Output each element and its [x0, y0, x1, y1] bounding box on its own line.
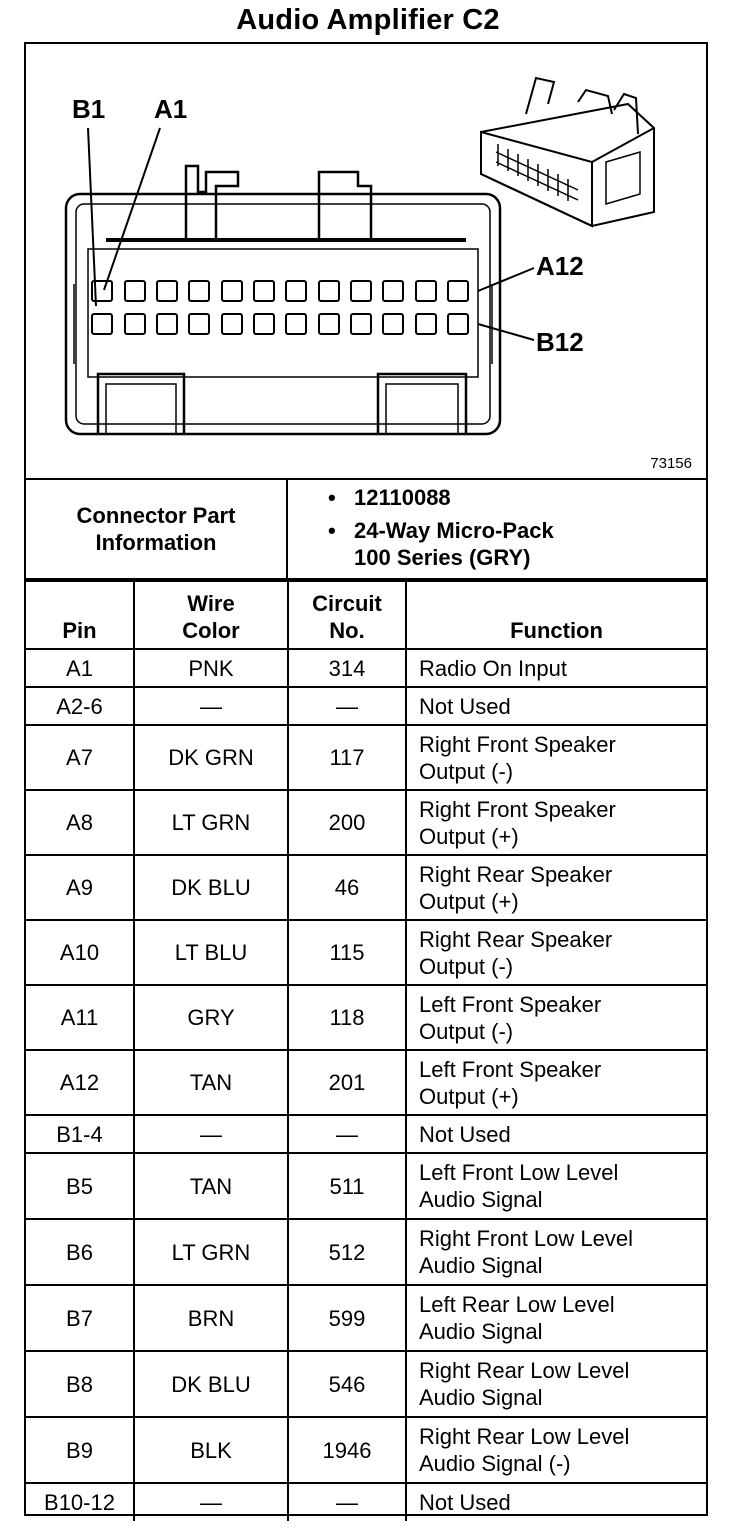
cell-pin: B10-12 — [26, 1483, 134, 1521]
connector-info-label-line2: Information — [95, 530, 217, 555]
cell-circuit: 201 — [288, 1050, 406, 1115]
cell-wire-color: GRY — [134, 985, 288, 1050]
cell-pin: A7 — [26, 725, 134, 790]
pin-label-b1: B1 — [72, 94, 106, 124]
table-row — [26, 1153, 706, 1219]
header-function: Function — [406, 581, 706, 649]
table-row — [26, 1115, 706, 1153]
cell-wire-color: DK BLU — [134, 855, 288, 920]
table-row — [26, 790, 706, 855]
table-row — [26, 649, 706, 687]
cell-function: Right Front Speaker Output (+) — [406, 790, 706, 855]
cell-function: Right Rear Speaker Output (+) — [406, 855, 706, 920]
connector-figure — [26, 44, 706, 480]
connector-info-label-line1: Connector Part — [76, 503, 236, 528]
table-row — [26, 687, 706, 725]
pin-label-a1: A1 — [154, 94, 188, 124]
pinout-table — [26, 580, 706, 1521]
cell-circuit: 512 — [288, 1219, 406, 1285]
cell-pin: B1-4 — [26, 1115, 134, 1153]
cell-wire-color: BLK — [134, 1417, 288, 1483]
cell-pin: A2-6 — [26, 687, 134, 725]
cell-wire-color: LT BLU — [134, 920, 288, 985]
cell-wire-color: DK BLU — [134, 1351, 288, 1417]
cell-function: Not Used — [406, 1483, 706, 1521]
cell-function: Right Rear Low Level Audio Signal (-) — [406, 1417, 706, 1483]
cell-function: Left Front Speaker Output (-) — [406, 985, 706, 1050]
table-row — [26, 1050, 706, 1115]
cell-circuit: 117 — [288, 725, 406, 790]
cell-function: Radio On Input — [406, 649, 706, 687]
table-row — [26, 1483, 706, 1521]
table-row — [26, 920, 706, 985]
cell-pin: A8 — [26, 790, 134, 855]
pin-label-a12: A12 — [536, 251, 584, 281]
table-row — [26, 725, 706, 790]
connector-face-diagram — [26, 44, 706, 480]
cell-circuit: 200 — [288, 790, 406, 855]
cell-circuit: — — [288, 1115, 406, 1153]
table-header-row — [26, 581, 706, 649]
cell-circuit: 118 — [288, 985, 406, 1050]
cell-pin: B8 — [26, 1351, 134, 1417]
cell-circuit: 115 — [288, 920, 406, 985]
table-row — [26, 1351, 706, 1417]
cell-circuit: — — [288, 687, 406, 725]
cell-circuit: 599 — [288, 1285, 406, 1351]
cell-pin: A12 — [26, 1050, 134, 1115]
cell-pin: A9 — [26, 855, 134, 920]
cell-wire-color: — — [134, 1483, 288, 1521]
figure-id: 73156 — [650, 455, 692, 472]
table-row — [26, 1417, 706, 1483]
cell-wire-color: — — [134, 1115, 288, 1153]
connector-part-info — [26, 480, 706, 580]
connector-description-line1: • 24-Way Micro-Pack — [354, 518, 554, 543]
cell-function: Right Front Low Level Audio Signal — [406, 1219, 706, 1285]
cell-circuit: 46 — [288, 855, 406, 920]
header-pin: Pin — [26, 581, 134, 649]
cell-wire-color: BRN — [134, 1285, 288, 1351]
table-row — [26, 1219, 706, 1285]
cell-pin: B7 — [26, 1285, 134, 1351]
cell-function: Right Rear Low Level Audio Signal — [406, 1351, 706, 1417]
cell-function: Left Front Low Level Audio Signal — [406, 1153, 706, 1219]
connector-description-line2: 100 Series (GRY) — [354, 545, 531, 570]
cell-wire-color: — — [134, 687, 288, 725]
cell-pin: A11 — [26, 985, 134, 1050]
connector-isometric-icon — [481, 78, 654, 226]
cell-pin: B9 — [26, 1417, 134, 1483]
table-row — [26, 1285, 706, 1351]
cell-wire-color: PNK — [134, 649, 288, 687]
connector-sheet — [24, 42, 708, 1516]
cell-function: Right Front Speaker Output (-) — [406, 725, 706, 790]
cell-circuit: 1946 — [288, 1417, 406, 1483]
cell-function: Left Front Speaker Output (+) — [406, 1050, 706, 1115]
cell-pin: B5 — [26, 1153, 134, 1219]
cell-pin: B6 — [26, 1219, 134, 1285]
cell-wire-color: DK GRN — [134, 725, 288, 790]
cell-function: Not Used — [406, 1115, 706, 1153]
table-row — [26, 985, 706, 1050]
cell-function: Right Rear Speaker Output (-) — [406, 920, 706, 985]
connector-info-label — [26, 480, 288, 578]
cell-circuit: 511 — [288, 1153, 406, 1219]
cell-wire-color: LT GRN — [134, 790, 288, 855]
cell-pin: A10 — [26, 920, 134, 985]
cell-circuit: 546 — [288, 1351, 406, 1417]
cell-circuit: 314 — [288, 649, 406, 687]
pin-label-b12: B12 — [536, 327, 584, 357]
cell-pin: A1 — [26, 649, 134, 687]
cell-wire-color: TAN — [134, 1153, 288, 1219]
page-title: Audio Amplifier C2 — [236, 4, 500, 36]
cell-function: Left Rear Low Level Audio Signal — [406, 1285, 706, 1351]
table-row — [26, 855, 706, 920]
cell-circuit: — — [288, 1483, 406, 1521]
header-circuit-no: Circuit No. — [288, 581, 406, 649]
cell-wire-color: TAN — [134, 1050, 288, 1115]
connector-description — [328, 517, 706, 571]
cell-function: Not Used — [406, 687, 706, 725]
part-number: • 12110088 — [328, 484, 706, 511]
header-wire-color: Wire Color — [134, 581, 288, 649]
cell-wire-color: LT GRN — [134, 1219, 288, 1285]
connector-info-values — [288, 480, 706, 578]
